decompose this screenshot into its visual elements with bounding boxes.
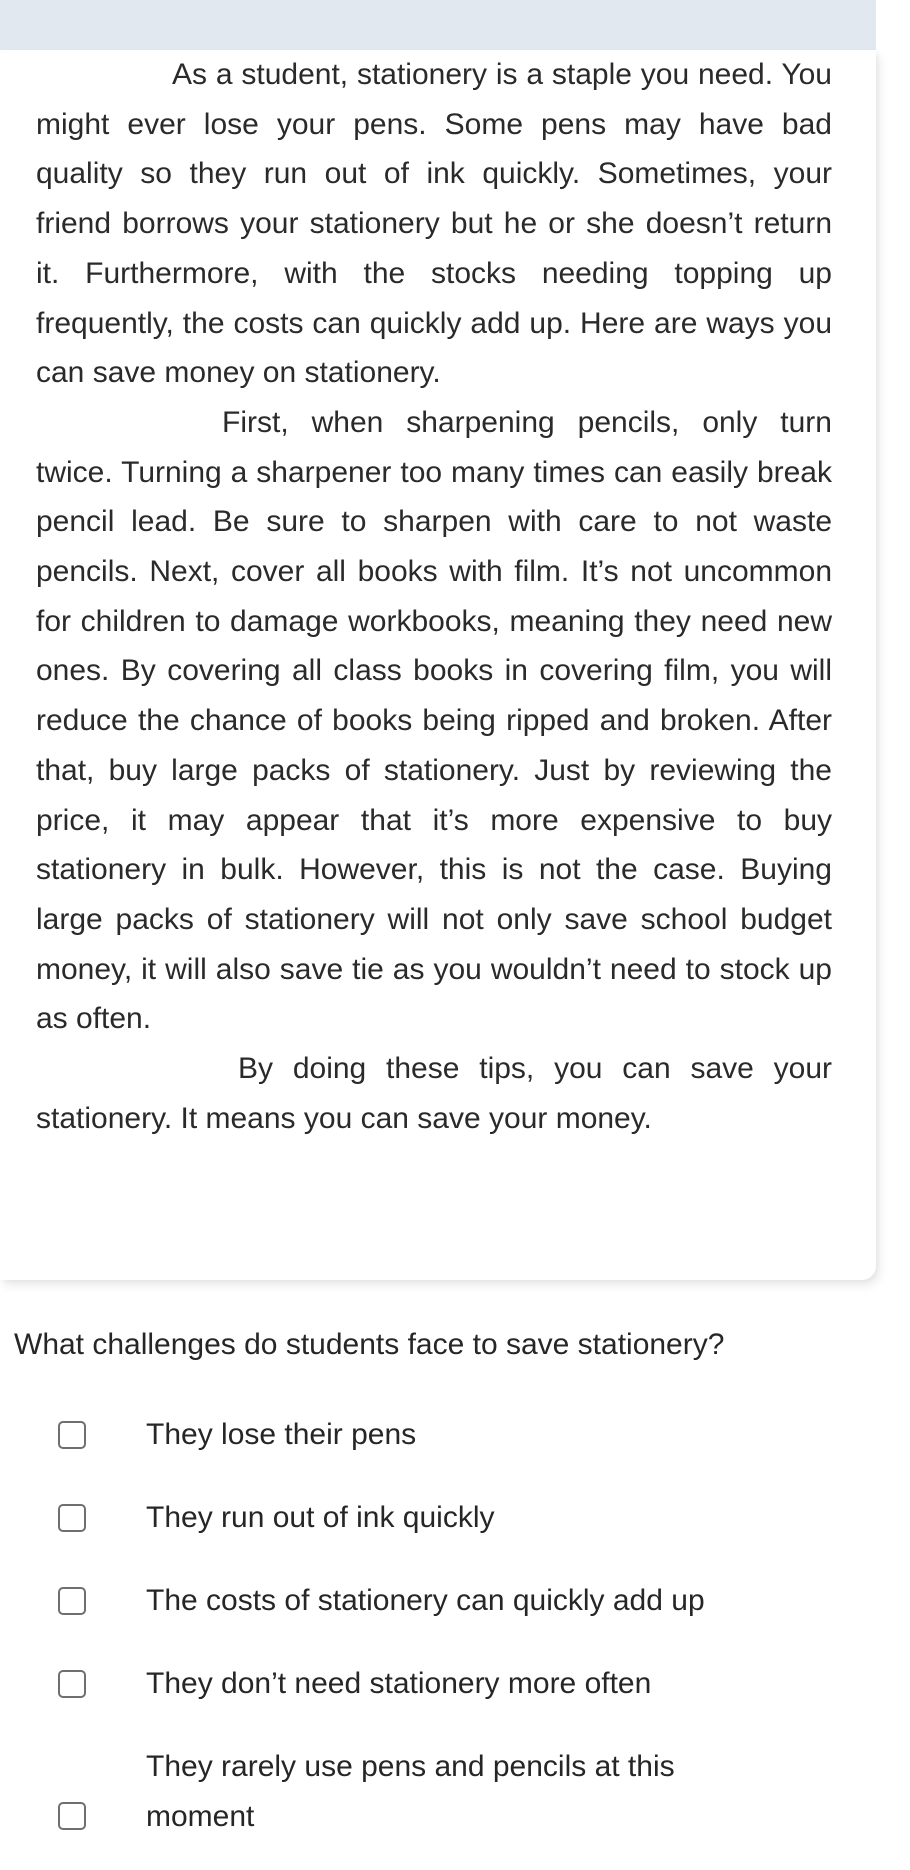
option-label: The costs of stationery can quickly add up — [146, 1584, 705, 1617]
question-text: What challenges do students face to save stationery? — [14, 1328, 725, 1361]
option-label: They rarely use pens and pencils at this moment — [146, 1750, 675, 1833]
passage-paragraph: By doing these tips, you can save your stationery. It means you can save your money. — [36, 1052, 832, 1135]
checkbox[interactable] — [58, 1670, 86, 1698]
checkbox[interactable] — [58, 1802, 86, 1830]
option-label: They lose their pens — [146, 1418, 417, 1451]
passage-paragraph: First, when sharpening pencils, only turn twice. Turning a sharpener too many times can easily break pencil lead. Be sure to sharpen with care to not waste pencils. Next, cover all books with film. It’s not uncommon for children to damage workbooks, meaning they need new ones. By covering all class books in covering film, you will reduce the chance of books being ripped and broken. After that, buy large packs of stationery. Just by reviewing the price, it may appear that it’s more expensive to buy stationery in bulk. However, this is not the case. Buying large packs of stationery will not only save school budget money, it will also save tie as you wouldn’t need to stock up as often. — [36, 405, 832, 1036]
checkbox[interactable] — [58, 1587, 86, 1615]
checkbox[interactable] — [58, 1504, 86, 1532]
checkbox[interactable] — [58, 1421, 86, 1449]
option-label: They run out of ink quickly — [146, 1501, 495, 1534]
header-strip — [0, 0, 876, 50]
option-label: They don’t need stationery more often — [146, 1667, 652, 1700]
passage-paragraph: As a student, stationery is a staple you need. You might ever lose your pens. Some pens may have bad quality so they run out of ink quickly. Sometimes, your friend borrows your stationery but he or she doesn’t return it. Furthermore, with the stocks needing topping up frequently, the costs can quickly add up. Here are ways you can save money on stationery. — [36, 58, 832, 390]
reading-passage — [36, 50, 832, 1143]
